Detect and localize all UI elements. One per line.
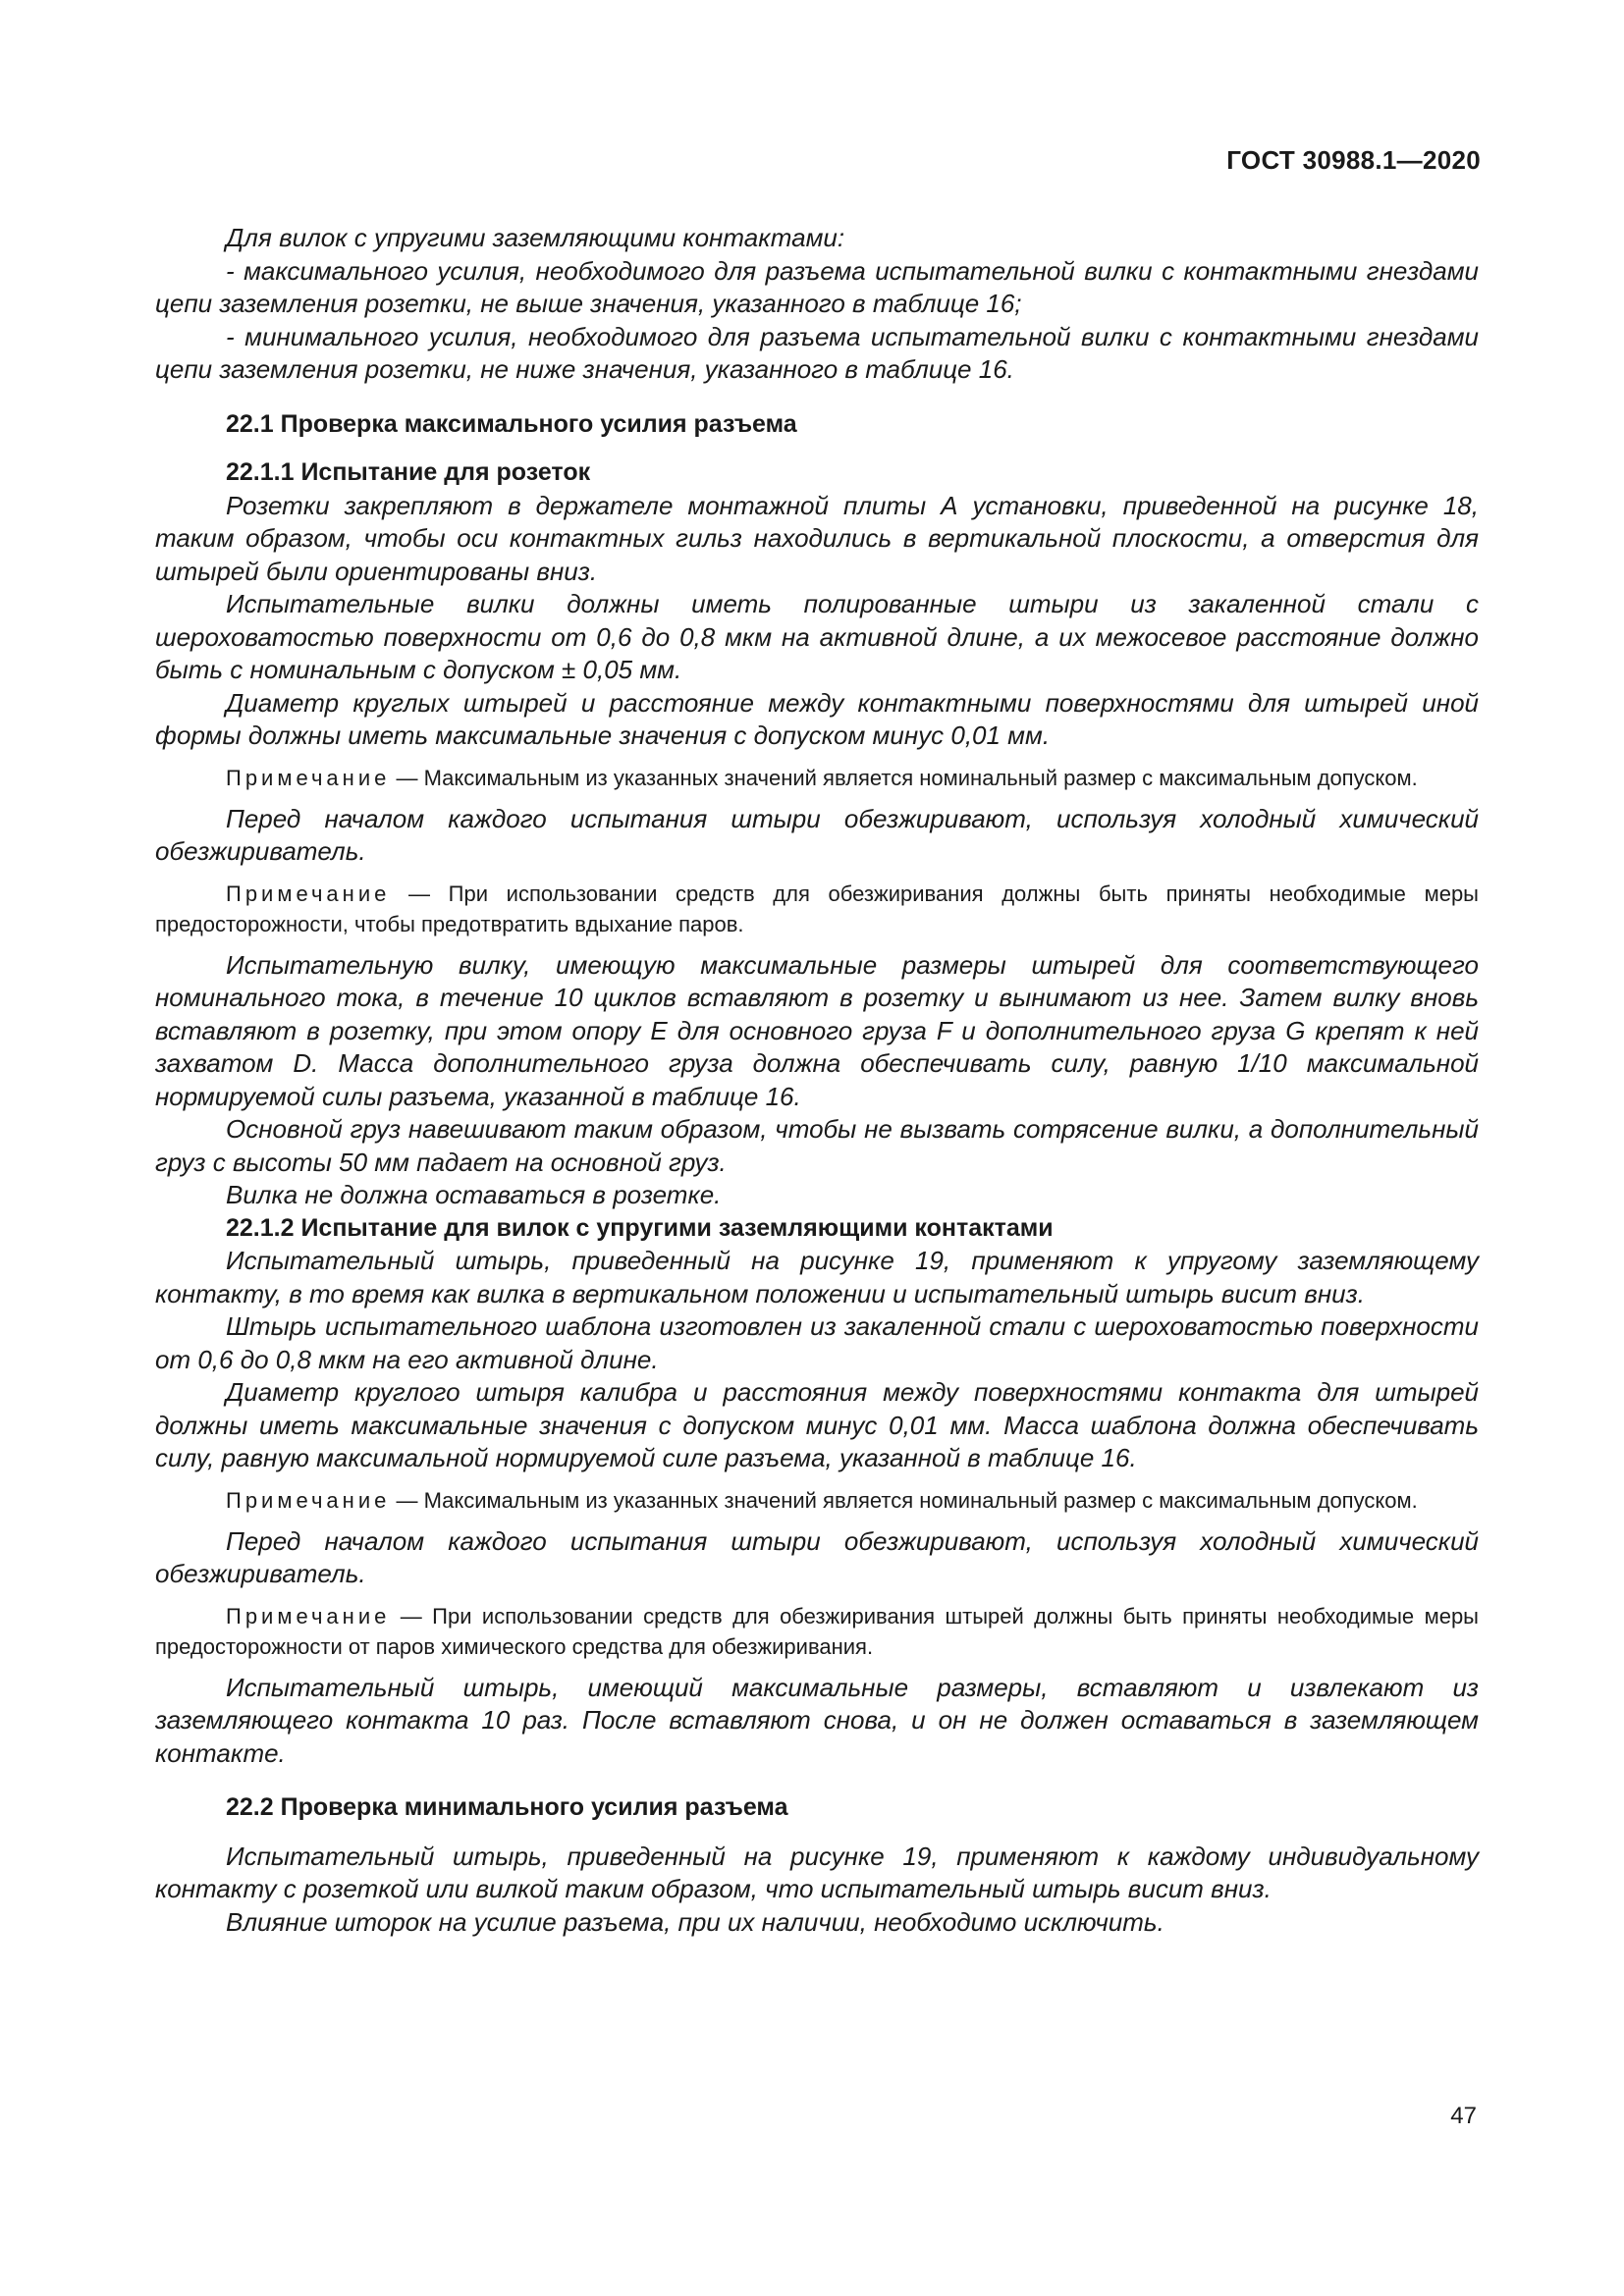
note-text: — При использовании средств для обезжиривания штырей должны быть приняты необходимые меры предосторожности от паров химического средства для обезжиривания. [155, 1603, 1479, 1659]
paragraph: Испытательные вилки должны иметь полированные штыри из закаленной стали с шероховатостью поверхности от 0,6 до 0,8 мкм на активной длине, а их межосевое расстояние должно быть с номинальным с допуском ± 0,05 мм. [155, 589, 1479, 684]
intro-list-item: - максимального усилия, необходимого для разъема испытательной вилки с контактными гнездами цепи заземления розетки, не выше значения, указанного в таблице 16; [155, 255, 1479, 318]
paragraph: Испытательный штырь, приведенный на рисунке 19, применяют к упругому заземляющему контакту, в то время как вилка в вертикальном положении и испытательный штырь висит вниз. [155, 1246, 1479, 1308]
paragraph: Испытательную вилку, имеющую максимальные размеры штырей для соответствующего номинального тока, в течение 10 циклов вставляют в розетку и вынимают из нее. Затем вилку вновь вставляют в розетку, при этом опору Е для основного груза F и дополнительного груза G крепят к ней захватом D. Масса дополнительного груза должна обеспечивать силу, равную 1/10 максимальной нормируемой силы разъема, указанной в таблице 16. [155, 949, 1479, 1111]
note [155, 1485, 1479, 1516]
paragraph: Испытательный штырь, имеющий максимальные размеры, вставляют и извлекают из заземляющего контакта 10 раз. После вставляют снова, и он не должен оставаться в заземляющем контакте. [155, 1672, 1479, 1768]
note [155, 763, 1479, 793]
section-heading-22-2: 22.2 Проверка минимального усилия разъема [226, 1793, 788, 1821]
document-code: ГОСТ 30988.1—2020 [1226, 145, 1481, 175]
paragraph: Штырь испытательного шаблона изготовлен из закаленной стали с шероховатостью поверхности от 0,6 до 0,8 мкм на его активной длине. [155, 1311, 1479, 1374]
note [155, 1601, 1479, 1662]
paragraph: Перед началом каждого испытания штыри обезжиривают, используя холодный химический обезжириватель. [155, 803, 1479, 866]
note [155, 879, 1479, 939]
subsection-heading-22-1-2: 22.1.2 Испытание для вилок с упругими заземляющими контактами [226, 1213, 1054, 1242]
note-label: Примечание [226, 765, 391, 790]
note-label: Примечание [226, 1603, 391, 1629]
intro-list-item: - минимального усилия, необходимого для разъема испытательной вилки с контактными гнездами цепи заземления розетки, не ниже значения, указанного в таблице 16. [155, 321, 1479, 384]
note-text: — Максимальным из указанных значений является номинальный размер с максимальным допуском. [390, 765, 1418, 790]
note-label: Примечание [226, 1487, 391, 1513]
note-text: — Максимальным из указанных значений является номинальный размер с максимальным допуском. [390, 1487, 1418, 1513]
paragraph: Розетки закрепляют в держателе монтажной плиты А установки, приведенной на рисунке 18, таким образом, чтобы оси контактных гильз находились в вертикальной плоскости, а отверстия для штырей были ориентированы вниз. [155, 490, 1479, 586]
document-body [155, 222, 1479, 1939]
note-label: Примечание [226, 881, 391, 906]
paragraph: Влияние шторок на усилие разъема, при их наличии, необходимо исключить. [226, 1906, 1164, 1937]
page-number: 47 [1450, 2103, 1477, 2129]
intro-paragraph: Для вилок с упругими заземляющими контактами: [226, 223, 845, 252]
paragraph: Диаметр круглого штыря калибра и расстояния между поверхностями контакта для штырей должны иметь максимальные значения с допуском минус 0,01 мм. Масса шаблона должна обеспечивать силу, равную максимальной нормируемой силе разъема, указанной в таблице 16. [155, 1377, 1479, 1472]
paragraph: Основной груз навешивают таким образом, чтобы не вызвать сотрясение вилки, а дополнительный груз с высоты 50 мм падает на основной груз. [155, 1114, 1479, 1177]
paragraph: Вилка не должна оставаться в розетке. [226, 1180, 722, 1209]
paragraph: Диаметр круглых штырей и расстояние между контактными поверхностями для штырей иной формы должны иметь максимальные значения с допуском минус 0,01 мм. [155, 687, 1479, 750]
subsection-heading-22-1-1: 22.1.1 Испытание для розеток [226, 458, 591, 486]
paragraph: Испытательный штырь, приведенный на рисунке 19, применяют к каждому индивидуальному контакту с розеткой или вилкой таким образом, что испытательный штырь висит вниз. [155, 1841, 1479, 1903]
paragraph: Перед началом каждого испытания штыри обезжиривают, используя холодный химический обезжириватель. [155, 1525, 1479, 1588]
section-heading-22-1: 22.1 Проверка максимального усилия разъема [226, 409, 797, 438]
note-text: — При использовании средств для обезжиривания должны быть приняты необходимые меры предосторожности, чтобы предотвратить вдыхание паров. [155, 881, 1479, 936]
